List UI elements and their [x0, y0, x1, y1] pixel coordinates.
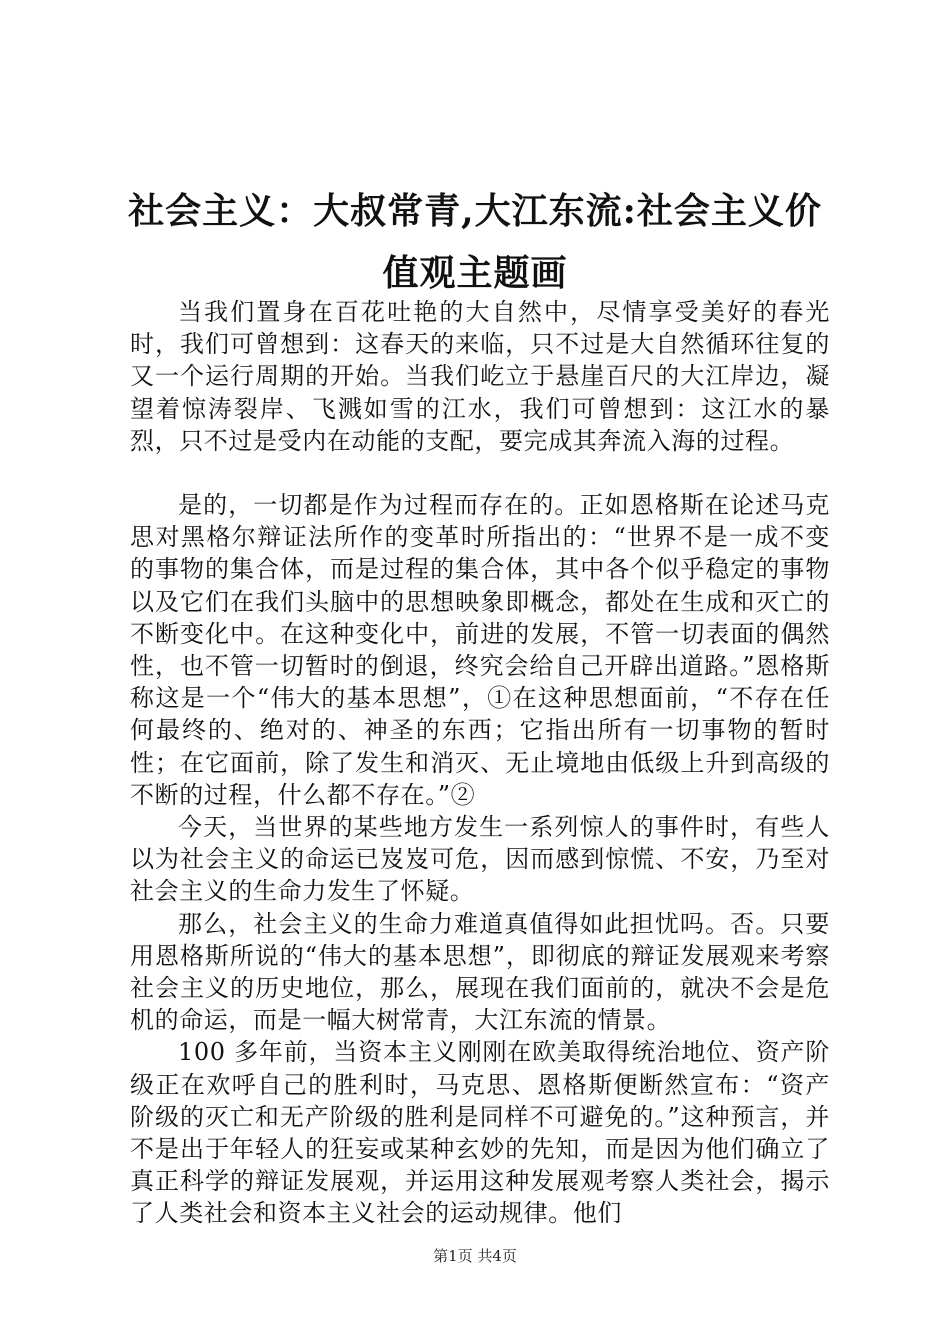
paragraph-5: 100 多年前，当资本主义刚刚在欧美取得统治地位、资产阶级正在欢呼自己的胜利时，马克思、恩格斯便断然宣布：“资产阶级的灭亡和无产阶级的胜利是同样不可避免的。”这种预言，并不是出于年轻人的狂妄或某种玄妙的先知，而是因为他们确立了真正科学的辩证发展观，并运用这种发展观考察人类社会，揭示了人类社会和资本主义社会的运动规律。他们 — [130, 1038, 830, 1228]
document-body — [130, 296, 830, 1230]
page-number-footer: 第1页 共4页 — [433, 1247, 517, 1265]
paragraph-4: 那么，社会主义的生命力难道真值得如此担忧吗。否。只要用恩格斯所说的“伟大的基本思想”，即彻底的辩证发展观来考察社会主义的历史地位，那么，展现在我们面前的，就决不会是危机的命运，而是一幅大树常青，大江东流的情景。 — [130, 909, 830, 1035]
paragraph-2: 是的，一切都是作为过程而存在的。正如恩格斯在论述马克思对黑格尔辩证法所作的变革时所指出的：“世界不是一成不变的事物的集合体，而是过程的集合体，其中各个似乎稳定的事物以及它们在我们头脑中的思想映象即概念，都处在生成和灭亡的不断变化中。在这种变化中，前进的发展，不管一切表面的偶然性，也不管一切暂时的倒退，终究会给自己开辟出道路。”恩格斯称这是一个“伟大的基本思想”，①在这种思想面前，“不存在任何最终的、绝对的、神圣的东西；它指出所有一切事物的暂时性；在它面前，除了发生和消灭、无止境地由低级上升到高级的不断的过程，什么都不存在。”② — [130, 491, 830, 809]
paragraph-1: 当我们置身在百花吐艳的大自然中，尽情享受美好的春光时，我们可曾想到：这春天的来临，只不过是大自然循环往复的又一个运行周期的开始。当我们屹立于悬崖百尺的大江岸边，凝望着惊涛裂岸、飞溅如雪的江水，我们可曾想到：这江水的暴烈，只不过是受内在动能的支配，要完成其奔流入海的过程。 — [130, 298, 830, 455]
document-title: 社会主义：大叔常青,大江东流:社会主义价值观主题画 — [128, 190, 822, 294]
paragraph-3: 今天，当世界的某些地方发生一系列惊人的事件时，有些人以为社会主义的命运已岌岌可危，因而感到惊慌、不安，乃至对社会主义的生命力发生了怀疑。 — [130, 813, 830, 906]
